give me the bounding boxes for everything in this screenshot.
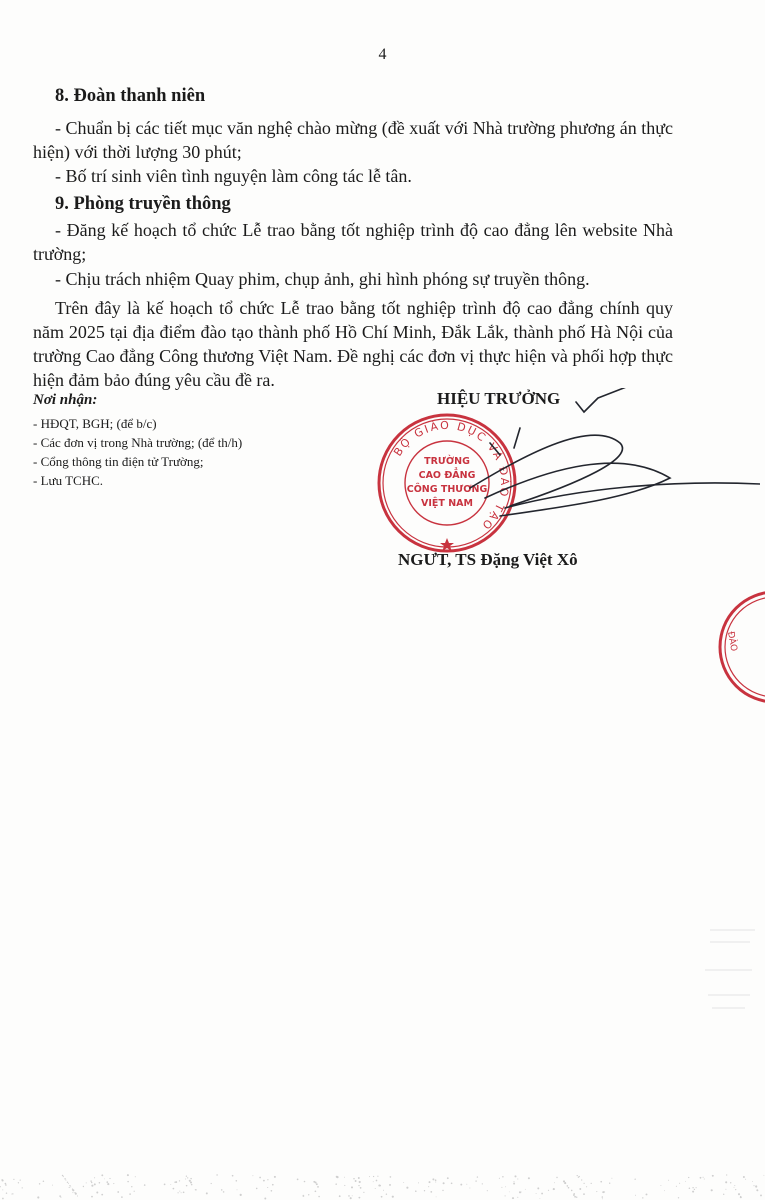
scan-speck bbox=[519, 1191, 521, 1193]
scan-speck bbox=[763, 1175, 764, 1176]
scan-speck bbox=[442, 1190, 443, 1191]
scan-speck bbox=[723, 1194, 724, 1195]
scan-speck bbox=[22, 1187, 23, 1188]
scan-speck bbox=[501, 1187, 502, 1188]
scan-speck bbox=[352, 1195, 353, 1196]
scan-speck bbox=[634, 1179, 635, 1180]
scan-speck bbox=[72, 1192, 73, 1193]
scan-speck bbox=[164, 1184, 166, 1186]
section-item: - Chịu trách nhiệm Quay phim, chụp ảnh, ghi hình phóng sự truyền thông. bbox=[55, 269, 590, 289]
scan-speck bbox=[475, 1180, 476, 1181]
scan-speck bbox=[2, 1189, 3, 1190]
scan-speck bbox=[513, 1181, 514, 1182]
scan-speck bbox=[316, 1183, 318, 1185]
scan-speck bbox=[91, 1182, 92, 1183]
scan-speck bbox=[12, 1193, 13, 1194]
scan-speck bbox=[67, 1182, 68, 1183]
scan-speck bbox=[635, 1195, 636, 1196]
scan-speck bbox=[232, 1175, 234, 1177]
scan-speck bbox=[692, 1191, 694, 1193]
scan-speck bbox=[179, 1180, 180, 1181]
scan-speck bbox=[11, 1194, 12, 1195]
scan-speck bbox=[574, 1196, 576, 1198]
scan-speck bbox=[738, 1193, 740, 1195]
scan-speck bbox=[186, 1185, 188, 1187]
scan-speck bbox=[70, 1186, 71, 1187]
scan-speck bbox=[106, 1181, 108, 1183]
scan-speck bbox=[689, 1188, 691, 1190]
scan-speck bbox=[571, 1190, 573, 1192]
scan-speck bbox=[482, 1183, 483, 1184]
scan-speck bbox=[358, 1185, 359, 1186]
scan-speck bbox=[144, 1184, 146, 1186]
scan-speck bbox=[646, 1193, 648, 1195]
scan-speck bbox=[611, 1178, 612, 1179]
scan-speck bbox=[536, 1193, 537, 1194]
scan-speck bbox=[678, 1197, 679, 1198]
scan-speck bbox=[600, 1181, 602, 1183]
scan-speck bbox=[64, 1178, 65, 1179]
scan-speck bbox=[0, 1186, 1, 1187]
scan-speck bbox=[91, 1185, 93, 1187]
scan-speck bbox=[75, 1193, 77, 1195]
scan-speck bbox=[564, 1182, 566, 1184]
scan-speck bbox=[436, 1196, 437, 1197]
scan-speck bbox=[602, 1198, 603, 1199]
scan-speck bbox=[581, 1179, 582, 1180]
scan-speck bbox=[267, 1179, 268, 1180]
show-through-marks bbox=[690, 900, 760, 1040]
scan-speck bbox=[676, 1186, 677, 1187]
scan-speck bbox=[101, 1194, 103, 1196]
scan-speck bbox=[734, 1187, 735, 1188]
scan-speck bbox=[113, 1183, 114, 1184]
scan-speck bbox=[91, 1196, 93, 1198]
scan-speck bbox=[389, 1184, 391, 1186]
scan-speck bbox=[121, 1196, 123, 1198]
scan-speck bbox=[435, 1179, 437, 1181]
scan-speck bbox=[177, 1192, 178, 1193]
scan-speck bbox=[583, 1193, 585, 1195]
scan-speck bbox=[583, 1183, 584, 1184]
scan-speck bbox=[183, 1191, 185, 1193]
scan-speck bbox=[609, 1183, 610, 1184]
scan-speck bbox=[59, 1195, 61, 1197]
scan-speck bbox=[83, 1186, 84, 1187]
scan-speck bbox=[259, 1177, 261, 1179]
scan-speck bbox=[18, 1182, 19, 1183]
scan-speck bbox=[726, 1174, 727, 1175]
scan-speck bbox=[403, 1182, 404, 1183]
scan-speck bbox=[377, 1176, 378, 1177]
scan-speck bbox=[505, 1186, 506, 1187]
scan-speck bbox=[443, 1182, 445, 1184]
scan-speck bbox=[252, 1175, 253, 1176]
scan-speck bbox=[174, 1182, 175, 1183]
scan-speck bbox=[740, 1196, 741, 1197]
scan-speck bbox=[52, 1185, 53, 1186]
scan-speck bbox=[386, 1194, 387, 1195]
scan-speck bbox=[704, 1178, 705, 1179]
scan-speck bbox=[725, 1189, 726, 1190]
scan-speck bbox=[185, 1179, 186, 1180]
recipient-item: - Cổng thông tin điện tử Trường; bbox=[33, 454, 204, 469]
scan-speck bbox=[373, 1181, 374, 1182]
scan-speck bbox=[517, 1197, 518, 1198]
scan-speck bbox=[264, 1198, 266, 1200]
scan-speck bbox=[318, 1196, 320, 1198]
scan-speck bbox=[668, 1180, 669, 1181]
scan-speck bbox=[586, 1186, 587, 1187]
scan-speck bbox=[134, 1191, 135, 1192]
scan-speck bbox=[69, 1185, 70, 1186]
scan-speck bbox=[2, 1179, 4, 1181]
scan-speck bbox=[499, 1178, 500, 1179]
scan-speck bbox=[537, 1187, 539, 1189]
scan-speck bbox=[69, 1187, 70, 1188]
scan-speck bbox=[381, 1196, 383, 1198]
scan-speck bbox=[602, 1196, 604, 1198]
scan-speck bbox=[173, 1188, 175, 1190]
scan-speck bbox=[700, 1177, 702, 1179]
scan-speck bbox=[373, 1176, 374, 1177]
scan-speck bbox=[451, 1182, 453, 1184]
scan-speck bbox=[256, 1188, 258, 1190]
scan-speck bbox=[20, 1180, 21, 1181]
scan-speck bbox=[237, 1189, 238, 1190]
scan-speck bbox=[753, 1185, 754, 1186]
scan-speck bbox=[487, 1190, 488, 1191]
scan-speck bbox=[304, 1181, 306, 1183]
scan-speck bbox=[730, 1182, 731, 1183]
scan-speck bbox=[512, 1197, 514, 1199]
page-number: 4 bbox=[378, 46, 387, 63]
scan-speck bbox=[660, 1185, 661, 1186]
scan-speck bbox=[65, 1180, 66, 1181]
scan-speck bbox=[418, 1182, 419, 1183]
scan-speck bbox=[72, 1189, 74, 1191]
scan-speck bbox=[348, 1195, 350, 1197]
scan-speck bbox=[94, 1177, 95, 1178]
scan-speck bbox=[189, 1180, 191, 1182]
scan-speck bbox=[591, 1183, 592, 1184]
scan-speck bbox=[553, 1188, 555, 1190]
seal-center-line: CÔNG THƯƠNG bbox=[406, 484, 488, 495]
scan-speck bbox=[466, 1184, 467, 1185]
scan-speck bbox=[43, 1180, 45, 1182]
scan-speck bbox=[104, 1179, 105, 1180]
scan-speck bbox=[267, 1187, 268, 1188]
scan-speck bbox=[99, 1182, 101, 1184]
scan-speck bbox=[525, 1189, 526, 1190]
scan-speck bbox=[573, 1194, 575, 1196]
scan-speck bbox=[211, 1183, 212, 1184]
scan-speck bbox=[363, 1192, 364, 1193]
scan-speck bbox=[127, 1181, 128, 1182]
scan-speck bbox=[355, 1180, 357, 1182]
scan-speck bbox=[743, 1176, 745, 1178]
scan-speck bbox=[375, 1188, 376, 1189]
scan-speck bbox=[406, 1187, 408, 1189]
scan-speck bbox=[335, 1183, 337, 1185]
scan-speck bbox=[186, 1176, 187, 1177]
scan-speck bbox=[376, 1180, 378, 1182]
scan-speck bbox=[63, 1176, 64, 1177]
scan-speck bbox=[6, 1192, 7, 1193]
scan-speck bbox=[336, 1176, 338, 1178]
scan-speck bbox=[94, 1183, 96, 1185]
scan-speck bbox=[86, 1182, 87, 1183]
scan-speck bbox=[206, 1192, 208, 1194]
scan-speck bbox=[37, 1196, 39, 1198]
section-heading-communications: 9. Phòng truyền thông bbox=[55, 194, 231, 214]
scan-speck bbox=[521, 1192, 522, 1193]
scan-speck bbox=[429, 1181, 431, 1183]
scan-speck bbox=[221, 1189, 223, 1191]
scan-speck bbox=[353, 1178, 354, 1179]
handwritten-signature bbox=[430, 388, 760, 528]
scan-speck bbox=[541, 1193, 543, 1195]
scan-speck bbox=[679, 1183, 680, 1184]
scan-speck bbox=[344, 1185, 345, 1186]
scan-speck bbox=[745, 1179, 746, 1180]
scan-speck bbox=[196, 1189, 197, 1190]
scan-speck bbox=[360, 1187, 362, 1189]
section-item: - Chuẩn bị các tiết mục văn nghệ chào mừng (đề xuất với Nhà trường phương án thực hiện) với thời lượng 30 phút; bbox=[33, 118, 673, 162]
scan-speck bbox=[578, 1177, 579, 1178]
recipient-item: - Lưu TCHC. bbox=[33, 473, 104, 488]
scan-speck bbox=[317, 1186, 319, 1188]
scan-speck bbox=[351, 1186, 353, 1188]
scan-speck bbox=[315, 1182, 317, 1184]
scan-speck bbox=[117, 1191, 119, 1193]
scan-speck bbox=[502, 1176, 504, 1178]
scan-speck bbox=[540, 1198, 541, 1199]
scan-speck bbox=[563, 1180, 565, 1182]
scan-speck bbox=[13, 1179, 14, 1180]
scan-speck bbox=[757, 1190, 758, 1191]
scan-speck bbox=[358, 1197, 360, 1199]
section-item: - Đăng kế hoạch tổ chức Lễ trao bằng tốt nghiệp trình độ cao đẳng lên website Nhà trường; bbox=[33, 220, 673, 264]
scan-speck bbox=[577, 1175, 578, 1176]
scan-speck bbox=[432, 1178, 434, 1180]
scan-speck bbox=[170, 1184, 171, 1185]
recipient-item: - HĐQT, BGH; (để b/c) bbox=[33, 416, 157, 431]
scan-speck bbox=[129, 1193, 131, 1195]
scan-speck bbox=[344, 1177, 345, 1178]
scan-speck bbox=[5, 1184, 7, 1186]
scan-speck bbox=[2, 1198, 4, 1200]
scan-speck bbox=[430, 1191, 432, 1193]
recipients-list bbox=[33, 414, 242, 490]
scan-speck bbox=[642, 1197, 643, 1198]
scan-speck bbox=[509, 1191, 510, 1192]
scan-speck bbox=[424, 1190, 425, 1191]
scan-speck bbox=[415, 1190, 417, 1192]
scan-speck bbox=[554, 1182, 555, 1183]
scan-speck bbox=[315, 1190, 317, 1192]
scan-speck bbox=[240, 1194, 242, 1196]
section-item: - Bố trí sinh viên tình nguyện làm công tác lễ tân. bbox=[55, 166, 412, 186]
scan-speck bbox=[514, 1175, 516, 1177]
scan-speck bbox=[359, 1181, 361, 1183]
scan-speck bbox=[90, 1180, 91, 1181]
scan-speck bbox=[101, 1174, 103, 1176]
scan-speck bbox=[517, 1178, 518, 1179]
scan-speck bbox=[390, 1176, 392, 1178]
scan-speck bbox=[60, 1197, 61, 1198]
scan-speck bbox=[392, 1196, 394, 1198]
scan-speck bbox=[216, 1174, 217, 1175]
partial-seal-edge bbox=[700, 590, 765, 705]
scan-speck bbox=[179, 1191, 180, 1192]
scan-speck bbox=[447, 1177, 449, 1179]
scan-noise-strip bbox=[0, 1155, 765, 1200]
scan-speck bbox=[460, 1184, 462, 1186]
scan-speck bbox=[576, 1196, 577, 1197]
scan-speck bbox=[339, 1195, 341, 1197]
scan-speck bbox=[664, 1190, 665, 1191]
scan-speck bbox=[297, 1179, 299, 1181]
scan-speck bbox=[505, 1195, 506, 1196]
scan-speck bbox=[712, 1175, 714, 1177]
signer-name: NGƯT, TS Đặng Việt Xô bbox=[398, 550, 578, 569]
seal-center-line: CAO ĐẲNG bbox=[418, 470, 476, 481]
scan-speck bbox=[735, 1189, 736, 1190]
scan-speck bbox=[469, 1188, 470, 1189]
scan-speck bbox=[688, 1177, 689, 1178]
scan-speck bbox=[135, 1176, 136, 1177]
scan-speck bbox=[725, 1181, 727, 1183]
scan-speck bbox=[181, 1192, 182, 1193]
scan-speck bbox=[477, 1176, 478, 1177]
scan-speck bbox=[752, 1181, 753, 1182]
scan-speck bbox=[68, 1183, 69, 1184]
scan-speck bbox=[696, 1187, 697, 1188]
recipient-item: - Các đơn vị trong Nhà trường; (để th/h) bbox=[33, 435, 243, 450]
scan-speck bbox=[734, 1185, 735, 1186]
scan-speck bbox=[369, 1176, 370, 1177]
seal-center-line: TRƯỜNG bbox=[424, 456, 470, 467]
scan-speck bbox=[127, 1174, 129, 1176]
scan-speck bbox=[428, 1186, 429, 1187]
scan-speck bbox=[263, 1180, 265, 1182]
signer-title: HIỆU TRƯỞNG bbox=[437, 389, 561, 408]
scan-speck bbox=[711, 1189, 713, 1191]
scan-speck bbox=[692, 1187, 693, 1188]
scan-speck bbox=[513, 1183, 515, 1185]
scan-speck bbox=[190, 1181, 192, 1183]
seal-center-line: VIỆT NAM bbox=[421, 498, 473, 509]
partial-seal-text: ĐÀO bbox=[725, 630, 739, 653]
scan-speck bbox=[308, 1194, 309, 1195]
scan-speck bbox=[191, 1184, 193, 1186]
scan-speck bbox=[379, 1185, 381, 1187]
scan-speck bbox=[528, 1177, 530, 1179]
scan-speck bbox=[694, 1189, 695, 1190]
scan-speck bbox=[548, 1190, 549, 1191]
scan-speck bbox=[567, 1185, 569, 1187]
scan-speck bbox=[109, 1178, 110, 1179]
scan-speck bbox=[760, 1194, 762, 1196]
scan-speck bbox=[579, 1188, 581, 1190]
scan-speck bbox=[435, 1181, 436, 1182]
seal-ring-text: BỘ GIÁO DỤC VÀ ĐÀO TẠO bbox=[391, 418, 512, 534]
scan-speck bbox=[190, 1178, 191, 1179]
scan-speck bbox=[131, 1186, 132, 1187]
scan-speck bbox=[358, 1177, 360, 1179]
scan-speck bbox=[236, 1180, 238, 1182]
scan-speck bbox=[187, 1177, 188, 1178]
scan-speck bbox=[703, 1177, 704, 1178]
scan-speck bbox=[96, 1192, 98, 1194]
closing-paragraph: Trên đây là kế hoạch tổ chức Lễ trao bằng tốt nghiệp trình độ cao đẳng chính quy năm 2025 tại địa điểm đào tạo thành phố Hồ Chí Minh, Đắk Lắk, thành phố Hà Nội của trường Cao đẳng Công thương Việt Nam. Đề nghị các đơn vị thực hiện và phối hợp thực hiện đảm bảo đúng yêu cầu đề ra. bbox=[33, 298, 673, 390]
scan-speck bbox=[5, 1183, 7, 1185]
scan-speck bbox=[755, 1185, 757, 1187]
scan-speck bbox=[596, 1191, 597, 1192]
recipients-title: Nơi nhận: bbox=[33, 392, 98, 408]
scan-speck bbox=[107, 1183, 109, 1185]
section-heading-youth-union: 8. Đoàn thanh niên bbox=[55, 86, 206, 106]
scan-speck bbox=[62, 1175, 64, 1177]
scan-speck bbox=[302, 1195, 304, 1197]
scan-speck bbox=[77, 1195, 78, 1196]
scan-speck bbox=[383, 1190, 384, 1191]
scan-speck bbox=[602, 1191, 604, 1193]
scan-speck bbox=[271, 1190, 273, 1192]
scan-speck bbox=[685, 1181, 686, 1182]
scan-speck bbox=[350, 1197, 352, 1199]
scan-speck bbox=[223, 1191, 225, 1193]
scan-speck bbox=[556, 1177, 557, 1178]
scan-speck bbox=[568, 1187, 570, 1189]
scan-speck bbox=[274, 1176, 276, 1178]
scan-speck bbox=[39, 1183, 40, 1184]
scan-speck bbox=[272, 1184, 274, 1186]
